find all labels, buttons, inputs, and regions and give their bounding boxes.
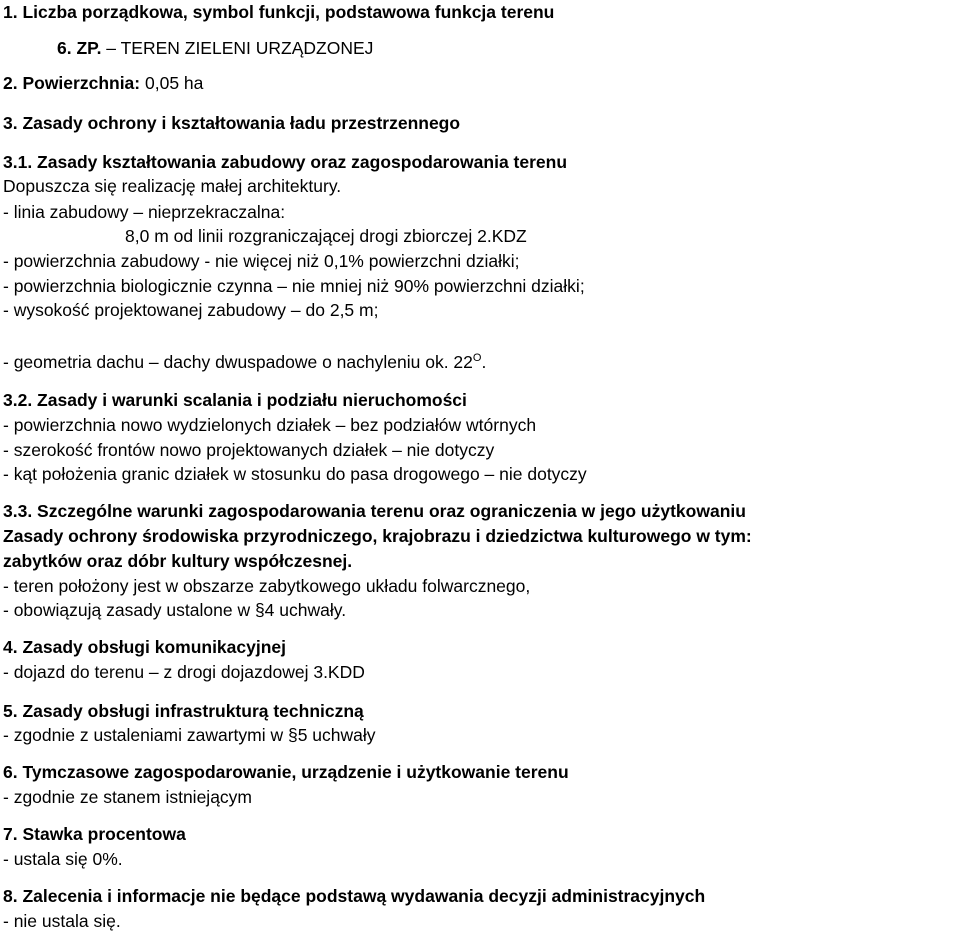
section-3-2-line: - kąt położenia granic działek w stosunku do pasa drogowego – nie dotyczy	[3, 464, 587, 484]
section-2	[3, 72, 203, 94]
degree-symbol: O	[472, 352, 482, 364]
area-symbol-lead: 6. ZP.	[57, 38, 102, 58]
area-label: 2. Powierzchnia:	[3, 73, 141, 93]
section-8-title: 8. Zalecenia i informacje nie będące podstawą wydawania decyzji administracyjnych	[3, 886, 706, 906]
section-3-1-line: Dopuszcza się realizację małej architektury.	[3, 176, 342, 196]
section-7-text: - ustala się 0%.	[3, 849, 123, 869]
roof-geometry-line	[3, 351, 486, 376]
section-5-title: 5. Zasady obsługi infrastrukturą techniczną	[3, 701, 364, 721]
section-3-1-line: - linia zabudowy – nieprzekraczalna:	[3, 202, 286, 222]
section-8-text: - nie ustala się.	[3, 911, 121, 931]
area-symbol-rest: – TEREN ZIELENI URZĄDZONEJ	[101, 38, 374, 58]
section-3-3-line: - teren położony jest w obszarze zabytkowego układu folwarcznego,	[3, 576, 531, 596]
section-3-3-title: 3.3. Szczególne warunki zagospodarowania terenu oraz ograniczenia w jego użytkowaniu	[3, 501, 746, 521]
section-1-title: 1. Liczba porządkowa, symbol funkcji, podstawowa funkcja terenu	[3, 2, 555, 22]
section-3-3-bold-line: zabytków oraz dóbr kultury współczesnej.	[3, 551, 353, 571]
area-value: 0,05 ha	[140, 73, 204, 93]
section-3-3-bold-line: Zasady ochrony środowiska przyrodniczego, krajobrazu i dziedzictwa kulturowego w tym:	[3, 526, 752, 546]
section-7-title: 7. Stawka procentowa	[3, 824, 186, 844]
section-6-text: - zgodnie ze stanem istniejącym	[3, 787, 252, 807]
section-6-title: 6. Tymczasowe zagospodarowanie, urządzenie i użytkowanie terenu	[3, 762, 569, 782]
section-3-1-title: 3.1. Zasady kształtowania zabudowy oraz zagospodarowania terenu	[3, 152, 568, 172]
section-4-text: - dojazd do terenu – z drogi dojazdowej 3.KDD	[3, 662, 365, 682]
roof-geometry-end: .	[481, 352, 487, 372]
section-3-2-line: - powierzchnia nowo wydzielonych działek – bez podziałów wtórnych	[3, 415, 537, 435]
section-3-1-line: - wysokość projektowanej zabudowy – do 2,5 m;	[3, 300, 379, 320]
section-3-2-line: - szerokość frontów nowo projektowanych działek – nie dotyczy	[3, 440, 495, 460]
section-4-title: 4. Zasady obsługi komunikacyjnej	[3, 637, 287, 657]
section-5-text: - zgodnie z ustaleniami zawartymi w §5 uchwały	[3, 725, 376, 745]
section-3-1-line: 8,0 m od linii rozgraniczającej drogi zbiorczej 2.KDZ	[125, 226, 527, 246]
section-3-1-line: - powierzchnia biologicznie czynna – nie mniej niż 90% powierzchni działki;	[3, 276, 585, 296]
section-3-3-line: - obowiązują zasady ustalone w §4 uchwały.	[3, 600, 347, 620]
section-3-2-title: 3.2. Zasady i warunki scalania i podziału nieruchomości	[3, 390, 467, 410]
roof-geometry-text: - geometria dachu – dachy dwuspadowe o nachyleniu ok. 22	[3, 352, 473, 372]
section-3-1-line: - powierzchnia zabudowy - nie więcej niż 0,1% powierzchni działki;	[3, 251, 520, 271]
area-symbol	[57, 37, 373, 59]
section-3-title: 3. Zasady ochrony i kształtowania ładu przestrzennego	[3, 113, 461, 133]
